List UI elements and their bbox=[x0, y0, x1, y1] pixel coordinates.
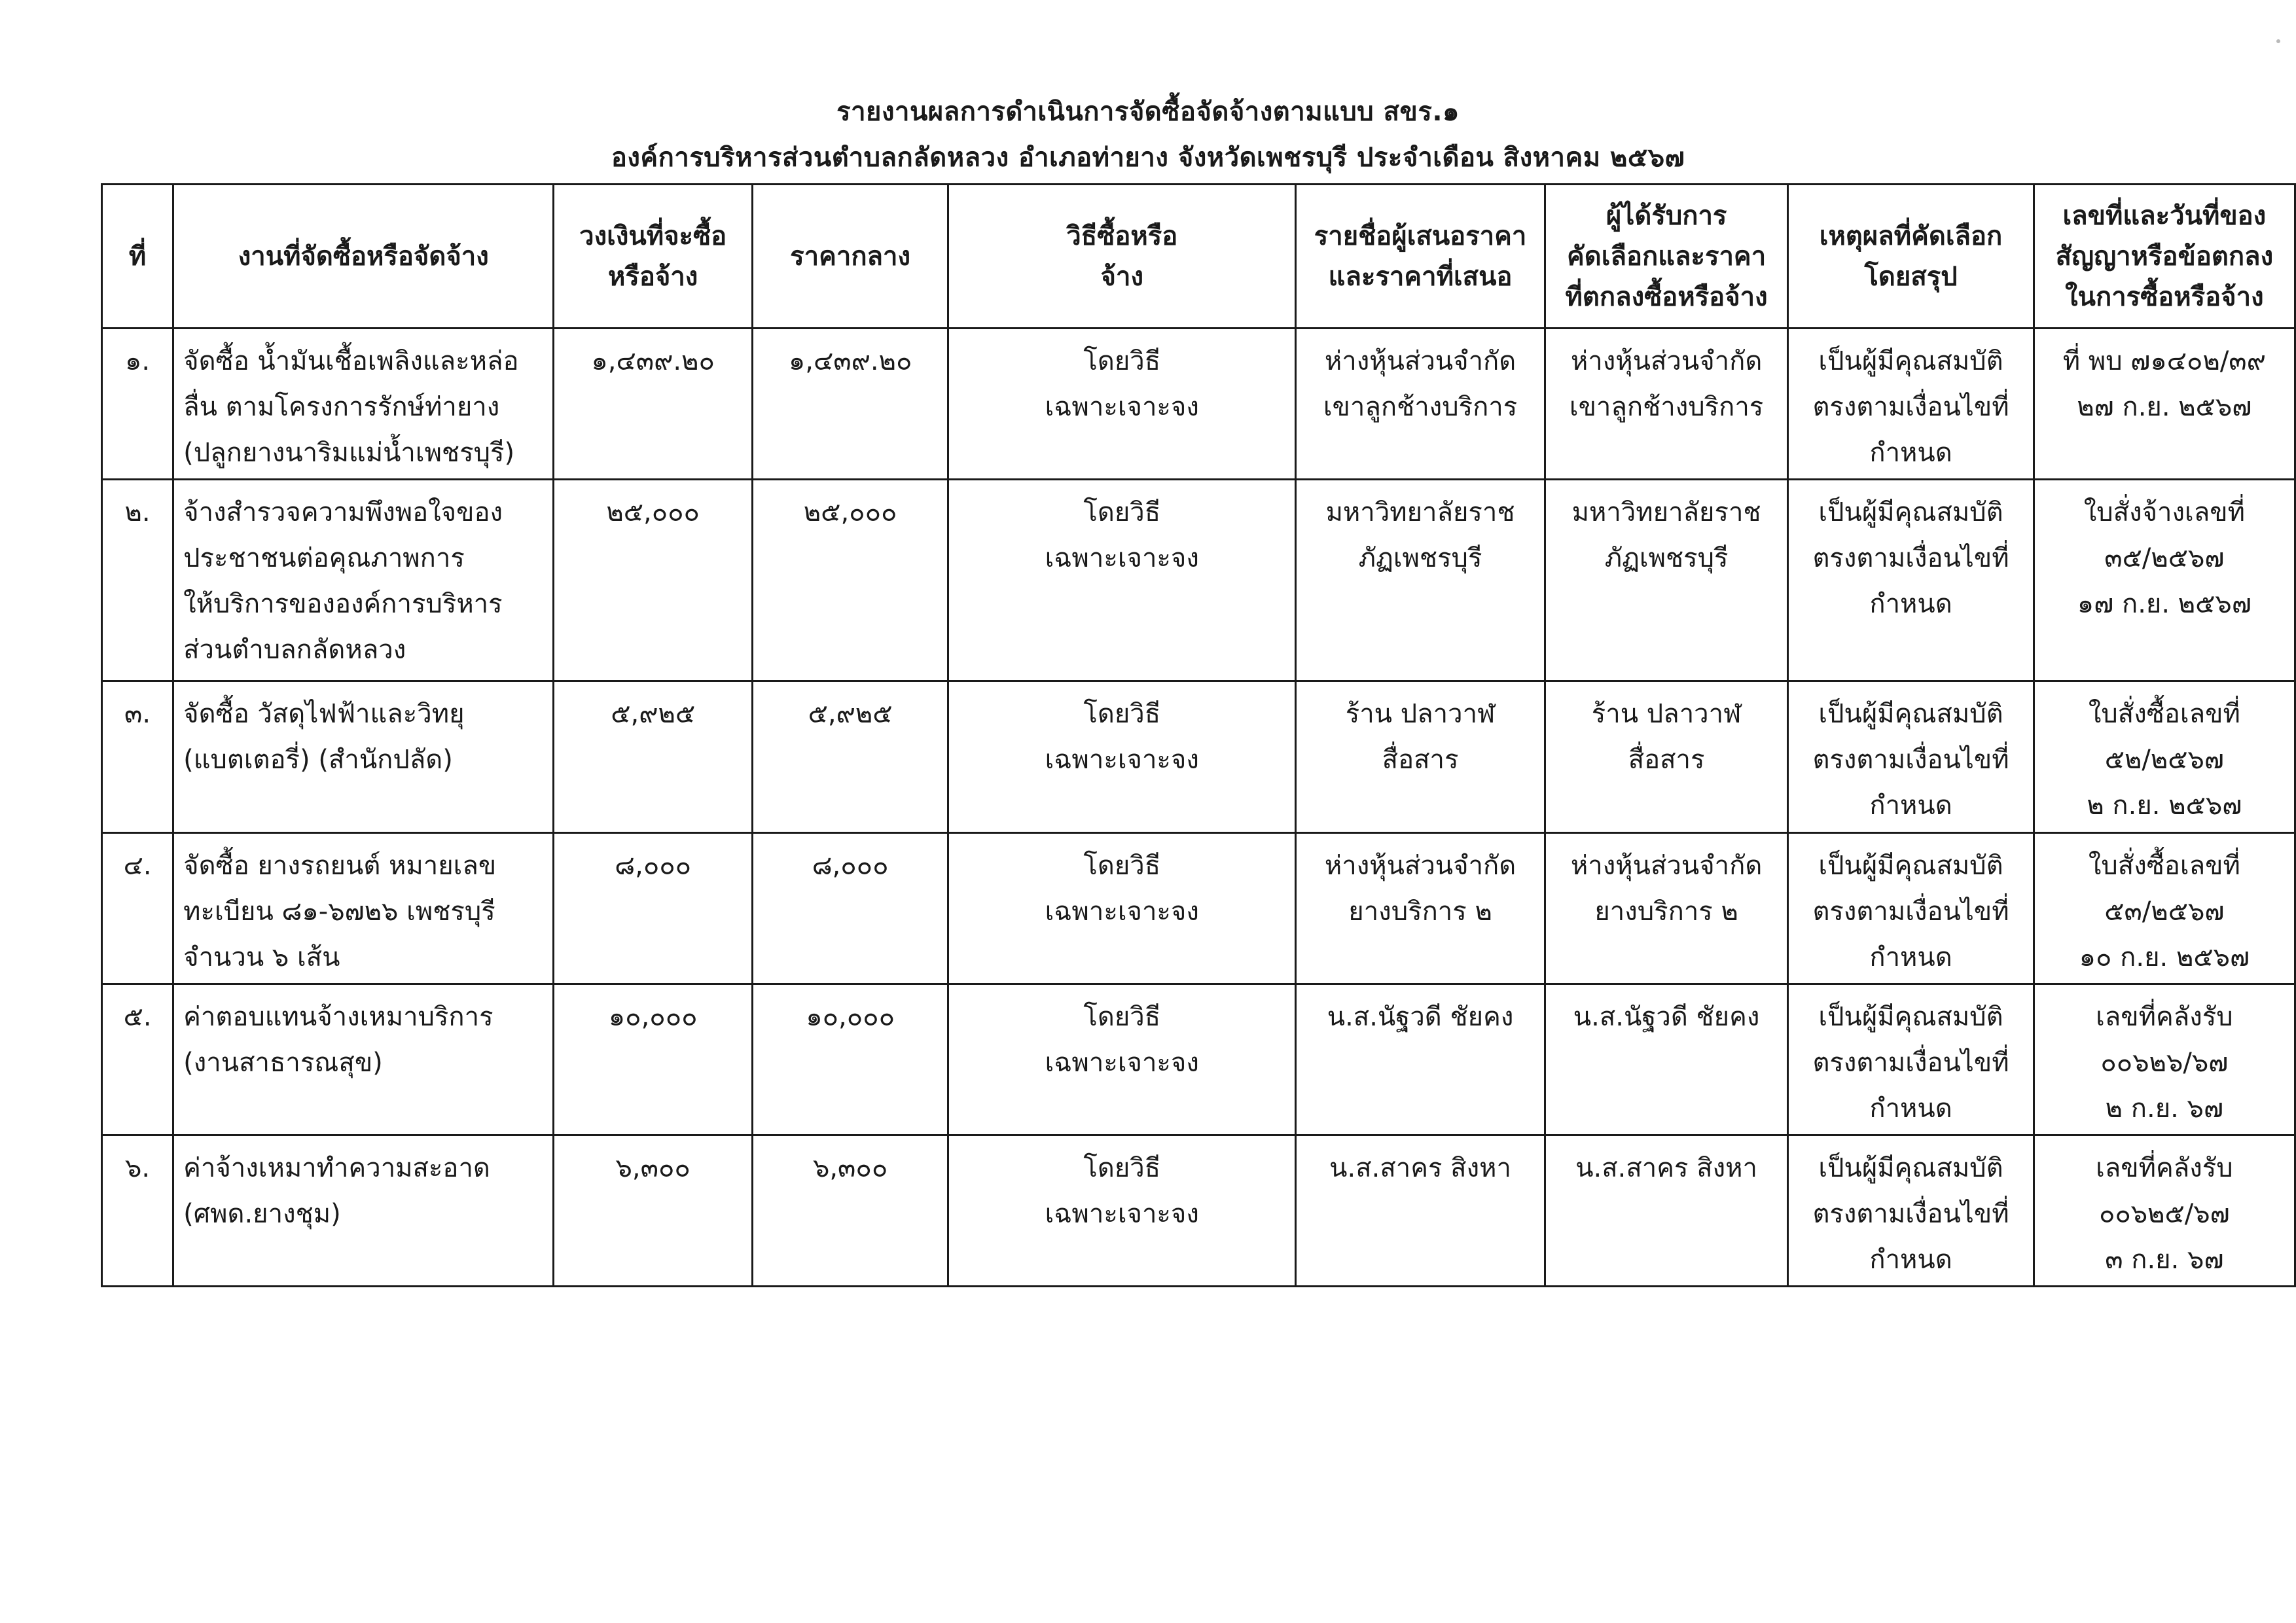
cell-median-price bbox=[752, 1135, 948, 1287]
cell-line: ตรงตามเงื่อนไขที่ bbox=[1812, 392, 2009, 422]
header-selected bbox=[1545, 185, 1788, 329]
cell-method bbox=[948, 480, 1296, 681]
cell-no bbox=[102, 833, 173, 984]
cell-line: จ้างสำรวจความพึงพอใจของ bbox=[183, 497, 503, 527]
header-line: คัดเลือกและราคา bbox=[1567, 241, 1767, 272]
table-body bbox=[102, 329, 2295, 1287]
cell-line: ใบสั่งซื้อเลขที่ bbox=[2088, 851, 2240, 881]
header-line: วิธีซื้อหรือ bbox=[1066, 221, 1178, 251]
cell-line: เฉพาะเจาะจง bbox=[1045, 1048, 1199, 1078]
cell-line: มหาวิทยาลัยราช bbox=[1571, 497, 1761, 527]
cell-reason bbox=[1788, 833, 2034, 984]
header-budget bbox=[554, 185, 753, 329]
cell-budget bbox=[554, 984, 753, 1135]
cell-bidders bbox=[1296, 329, 1545, 480]
cell-line: (ศพด.ยางชุม) bbox=[183, 1199, 341, 1229]
header-line: หรือจ้าง bbox=[608, 261, 698, 292]
header-line: เลขที่และวันที่ของ bbox=[2062, 200, 2267, 231]
cell-selected bbox=[1545, 984, 1788, 1135]
cell-line: ห่างหุ้นส่วนจำกัด bbox=[1570, 851, 1763, 881]
cell-line: (ปลูกยางนาริมแม่น้ำเพชรบุรี) bbox=[183, 438, 515, 468]
header-line: ที่ตกลงซื้อหรือจ้าง bbox=[1565, 281, 1768, 312]
cell-contract bbox=[2034, 833, 2295, 984]
cell-value: ๖,๓๐๐ bbox=[812, 1153, 888, 1183]
header-no bbox=[102, 185, 173, 329]
table-header-row bbox=[102, 185, 2295, 329]
cell-selected bbox=[1545, 681, 1788, 833]
cell-line: กำหนด bbox=[1869, 942, 1952, 972]
table-row bbox=[102, 1135, 2295, 1287]
cell-work bbox=[173, 329, 554, 480]
cell-line: โดยวิธี bbox=[1083, 1002, 1161, 1032]
cell-line: ยางบริการ ๒ bbox=[1348, 897, 1492, 927]
header-line: จ้าง bbox=[1100, 261, 1143, 292]
cell-line: จัดซื้อ น้ำมันเชื้อเพลิงและหล่อ bbox=[183, 346, 519, 376]
cell-value: ๑,๔๓๙.๒๐ bbox=[788, 346, 912, 376]
cell-contract bbox=[2034, 480, 2295, 681]
cell-line: น.ส.นัฐวดี ชัยคง bbox=[1573, 1002, 1760, 1032]
cell-line: ตรงตามเงื่อนไขที่ bbox=[1812, 1199, 2009, 1229]
header-line: และราคาที่เสนอ bbox=[1328, 261, 1513, 292]
cell-value: ๘,๐๐๐ bbox=[615, 851, 692, 881]
cell-selected bbox=[1545, 480, 1788, 681]
cell-value: ๕,๙๒๕ bbox=[611, 699, 696, 729]
cell-line: ภัฏเพชรบุรี bbox=[1358, 543, 1482, 573]
cell-line: กำหนด bbox=[1869, 791, 1952, 821]
cell-line: โดยวิธี bbox=[1083, 346, 1161, 376]
cell-line: ตรงตามเงื่อนไขที่ bbox=[1812, 543, 2009, 573]
cell-line: ห่างหุ้นส่วนจำกัด bbox=[1324, 851, 1516, 881]
cell-value: ๑๐,๐๐๐ bbox=[806, 1002, 895, 1032]
header-reason bbox=[1788, 185, 2034, 329]
cell-line: โดยวิธี bbox=[1083, 1153, 1161, 1183]
cell-line: ๑๐ ก.ย. ๒๕๖๗ bbox=[2079, 942, 2250, 972]
header-line: สัญญาหรือข้อตกลง bbox=[2055, 241, 2274, 272]
cell-no bbox=[102, 480, 173, 681]
table-row bbox=[102, 681, 2295, 833]
cell-reason bbox=[1788, 480, 2034, 681]
cell-work bbox=[173, 681, 554, 833]
cell-work bbox=[173, 984, 554, 1135]
cell-line: ค่าจ้างเหมาทำความสะอาด bbox=[183, 1153, 490, 1183]
cell-line: ประชาชนต่อคุณภาพการ bbox=[183, 543, 465, 573]
cell-line: โดยวิธี bbox=[1083, 497, 1161, 527]
cell-budget bbox=[554, 833, 753, 984]
cell-no bbox=[102, 1135, 173, 1287]
cell-line: ร้าน ปลาวาฬ bbox=[1345, 699, 1496, 729]
cell-line: ตรงตามเงื่อนไขที่ bbox=[1812, 897, 2009, 927]
cell-selected bbox=[1545, 1135, 1788, 1287]
cell-line: เป็นผู้มีคุณสมบัติ bbox=[1818, 699, 2003, 729]
cell-value: ๑๐,๐๐๐ bbox=[608, 1002, 698, 1032]
cell-work bbox=[173, 833, 554, 984]
cell-selected bbox=[1545, 329, 1788, 480]
cell-line: ๕๒/๒๕๖๗ bbox=[2104, 745, 2224, 775]
cell-contract bbox=[2034, 1135, 2295, 1287]
header-contract bbox=[2034, 185, 2295, 329]
cell-line: น.ส.สาคร สิงหา bbox=[1329, 1153, 1511, 1183]
cell-median-price bbox=[752, 833, 948, 984]
cell-value: ๕,๙๒๕ bbox=[808, 699, 893, 729]
cell-line: ให้บริการขององค์การบริหาร bbox=[183, 589, 503, 619]
cell-no bbox=[102, 329, 173, 480]
cell-method bbox=[948, 833, 1296, 984]
cell-line: ภัฏเพชรบุรี bbox=[1604, 543, 1729, 573]
cell-line: เฉพาะเจาะจง bbox=[1045, 543, 1199, 573]
header-line: ในการซื้อหรือจ้าง bbox=[2065, 281, 2264, 312]
cell-bidders bbox=[1296, 984, 1545, 1135]
cell-line: ลื่น ตามโครงการรักษ์ท่ายาง bbox=[183, 392, 500, 422]
cell-median-price bbox=[752, 329, 948, 480]
cell-contract bbox=[2034, 329, 2295, 480]
table-row bbox=[102, 329, 2295, 480]
header-line: เหตุผลที่คัดเลือก bbox=[1819, 221, 2003, 251]
cell-line: สื่อสาร bbox=[1382, 745, 1459, 775]
cell-work bbox=[173, 1135, 554, 1287]
cell-line: เป็นผู้มีคุณสมบัติ bbox=[1818, 851, 2003, 881]
header-line: ที่ bbox=[128, 241, 147, 272]
cell-median-price bbox=[752, 984, 948, 1135]
cell-median-price bbox=[752, 480, 948, 681]
cell-line: ๐๐๖๒๖/๖๗ bbox=[2100, 1048, 2229, 1078]
cell-line: ใบสั่งจ้างเลขที่ bbox=[2083, 497, 2245, 527]
cell-no bbox=[102, 984, 173, 1135]
cell-median-price bbox=[752, 681, 948, 833]
cell-line: ๓ ก.ย. ๖๗ bbox=[2105, 1245, 2224, 1275]
cell-contract bbox=[2034, 984, 2295, 1135]
cell-value: ๓. bbox=[124, 699, 151, 729]
cell-budget bbox=[554, 681, 753, 833]
cell-budget bbox=[554, 1135, 753, 1287]
cell-bidders bbox=[1296, 681, 1545, 833]
cell-line: น.ส.สาคร สิงหา bbox=[1575, 1153, 1757, 1183]
cell-line: ตรงตามเงื่อนไขที่ bbox=[1812, 745, 2009, 775]
table-row bbox=[102, 984, 2295, 1135]
cell-line: ห่างหุ้นส่วนจำกัด bbox=[1570, 346, 1763, 376]
header-line: ราคากลาง bbox=[790, 241, 911, 272]
cell-reason bbox=[1788, 1135, 2034, 1287]
cell-line: เลขที่คลังรับ bbox=[2096, 1153, 2233, 1183]
header-line: งานที่จัดซื้อหรือจัดจ้าง bbox=[238, 241, 489, 272]
cell-value: ๒. bbox=[124, 497, 151, 527]
cell-reason bbox=[1788, 984, 2034, 1135]
cell-method bbox=[948, 681, 1296, 833]
cell-line: ๑๗ ก.ย. ๒๕๖๗ bbox=[2077, 589, 2251, 619]
header-line: โดยสรุป bbox=[1864, 261, 1958, 292]
cell-value: ๒๕,๐๐๐ bbox=[803, 497, 897, 527]
cell-line: เลขที่คลังรับ bbox=[2096, 1002, 2233, 1032]
report-subtitle: องค์การบริหารส่วนตำบลกลัดหลวง อำเภอท่ายาง จังหวัดเพชรบุรี ประจำเดือน สิงหาคม ๒๕๖๗ bbox=[611, 143, 1685, 173]
table-row bbox=[102, 480, 2295, 681]
cell-line: ๕๓/๒๕๖๗ bbox=[2104, 897, 2225, 927]
cell-line: กำหนด bbox=[1869, 589, 1952, 619]
cell-line: ค่าตอบแทนจ้างเหมาบริการ bbox=[183, 1002, 493, 1032]
cell-method bbox=[948, 984, 1296, 1135]
cell-line: โดยวิธี bbox=[1083, 699, 1161, 729]
cell-line: ยางบริการ ๒ bbox=[1594, 897, 1738, 927]
cell-line: ห่างหุ้นส่วนจำกัด bbox=[1324, 346, 1516, 376]
procurement-table bbox=[101, 183, 2296, 1287]
cell-value: ๕. bbox=[123, 1002, 152, 1032]
cell-line: กำหนด bbox=[1869, 438, 1952, 468]
cell-line: เฉพาะเจาะจง bbox=[1045, 392, 1199, 422]
cell-value: ๑. bbox=[125, 346, 151, 376]
cell-contract bbox=[2034, 681, 2295, 833]
cell-line: ส่วนตำบลกลัดหลวง bbox=[183, 635, 406, 665]
cell-selected bbox=[1545, 833, 1788, 984]
header-work bbox=[173, 185, 554, 329]
cell-value: ๑,๔๓๙.๒๐ bbox=[591, 346, 715, 376]
cell-line: ๒๗ ก.ย. ๒๕๖๗ bbox=[2077, 392, 2252, 422]
cell-budget bbox=[554, 329, 753, 480]
cell-budget bbox=[554, 480, 753, 681]
report-title: รายงานผลการดำเนินการจัดซื้อจัดจ้างตามแบบ สขร.๑ bbox=[836, 97, 1460, 127]
cell-value: ๔. bbox=[123, 851, 152, 881]
cell-line: ๒ ก.ย. ๒๕๖๗ bbox=[2087, 791, 2242, 821]
cell-value: ๒๕,๐๐๐ bbox=[606, 497, 700, 527]
cell-line: โดยวิธี bbox=[1083, 851, 1161, 881]
cell-line: เขาลูกช้างบริการ bbox=[1569, 392, 1764, 422]
cell-line: ๒ ก.ย. ๖๗ bbox=[2105, 1094, 2224, 1124]
cell-method bbox=[948, 329, 1296, 480]
cell-value: ๖. bbox=[125, 1153, 151, 1183]
cell-line: เป็นผู้มีคุณสมบัติ bbox=[1818, 346, 2003, 376]
cell-line: (งานสาธารณสุข) bbox=[183, 1048, 383, 1078]
cell-line: ใบสั่งซื้อเลขที่ bbox=[2088, 699, 2240, 729]
cell-line: เขาลูกช้างบริการ bbox=[1323, 392, 1518, 422]
scan-speck bbox=[2276, 39, 2280, 43]
cell-line: ๐๐๖๒๕/๖๗ bbox=[2098, 1199, 2230, 1229]
cell-line: เฉพาะเจาะจง bbox=[1045, 745, 1199, 775]
cell-no bbox=[102, 681, 173, 833]
cell-bidders bbox=[1296, 833, 1545, 984]
cell-line: เฉพาะเจาะจง bbox=[1045, 1199, 1199, 1229]
cell-value: ๖,๓๐๐ bbox=[615, 1153, 691, 1183]
cell-line: สื่อสาร bbox=[1628, 745, 1705, 775]
cell-line: เป็นผู้มีคุณสมบัติ bbox=[1818, 1002, 2003, 1032]
cell-line: เฉพาะเจาะจง bbox=[1045, 897, 1199, 927]
cell-line: ทะเบียน ๘๑-๖๗๒๖ เพชรบุรี bbox=[183, 897, 495, 927]
cell-reason bbox=[1788, 329, 2034, 480]
cell-line: ที่ พบ ๗๑๔๐๒/๓๙ bbox=[2062, 346, 2266, 376]
cell-line: กำหนด bbox=[1869, 1094, 1952, 1124]
header-bidders bbox=[1296, 185, 1545, 329]
cell-value: ๘,๐๐๐ bbox=[812, 851, 889, 881]
cell-line: (แบตเตอรี่) (สำนักปลัด) bbox=[183, 745, 453, 775]
cell-line: กำหนด bbox=[1869, 1245, 1952, 1275]
cell-line: มหาวิทยาลัยราช bbox=[1325, 497, 1515, 527]
cell-method bbox=[948, 1135, 1296, 1287]
cell-line: จัดซื้อ วัสดุไฟฟ้าและวิทยุ bbox=[183, 699, 465, 729]
header-line: รายชื่อผู้เสนอราคา bbox=[1314, 221, 1527, 251]
cell-line: น.ส.นัฐวดี ชัยคง bbox=[1327, 1002, 1514, 1032]
header-line: วงเงินที่จะซื้อ bbox=[579, 221, 727, 251]
cell-line: เป็นผู้มีคุณสมบัติ bbox=[1818, 1153, 2003, 1183]
cell-work bbox=[173, 480, 554, 681]
header-method bbox=[948, 185, 1296, 329]
cell-line: เป็นผู้มีคุณสมบัติ bbox=[1818, 497, 2003, 527]
cell-line: ร้าน ปลาวาฬ bbox=[1591, 699, 1742, 729]
cell-line: ๓๕/๒๕๖๗ bbox=[2104, 543, 2225, 573]
cell-bidders bbox=[1296, 480, 1545, 681]
cell-line: ตรงตามเงื่อนไขที่ bbox=[1812, 1048, 2009, 1078]
cell-line: จัดซื้อ ยางรถยนต์ หมายเลข bbox=[183, 851, 497, 881]
cell-bidders bbox=[1296, 1135, 1545, 1287]
cell-line: จำนวน ๖ เส้น bbox=[183, 942, 340, 972]
header-line: ผู้ได้รับการ bbox=[1605, 200, 1727, 231]
table-row bbox=[102, 833, 2295, 984]
header-median-price bbox=[752, 185, 948, 329]
cell-reason bbox=[1788, 681, 2034, 833]
